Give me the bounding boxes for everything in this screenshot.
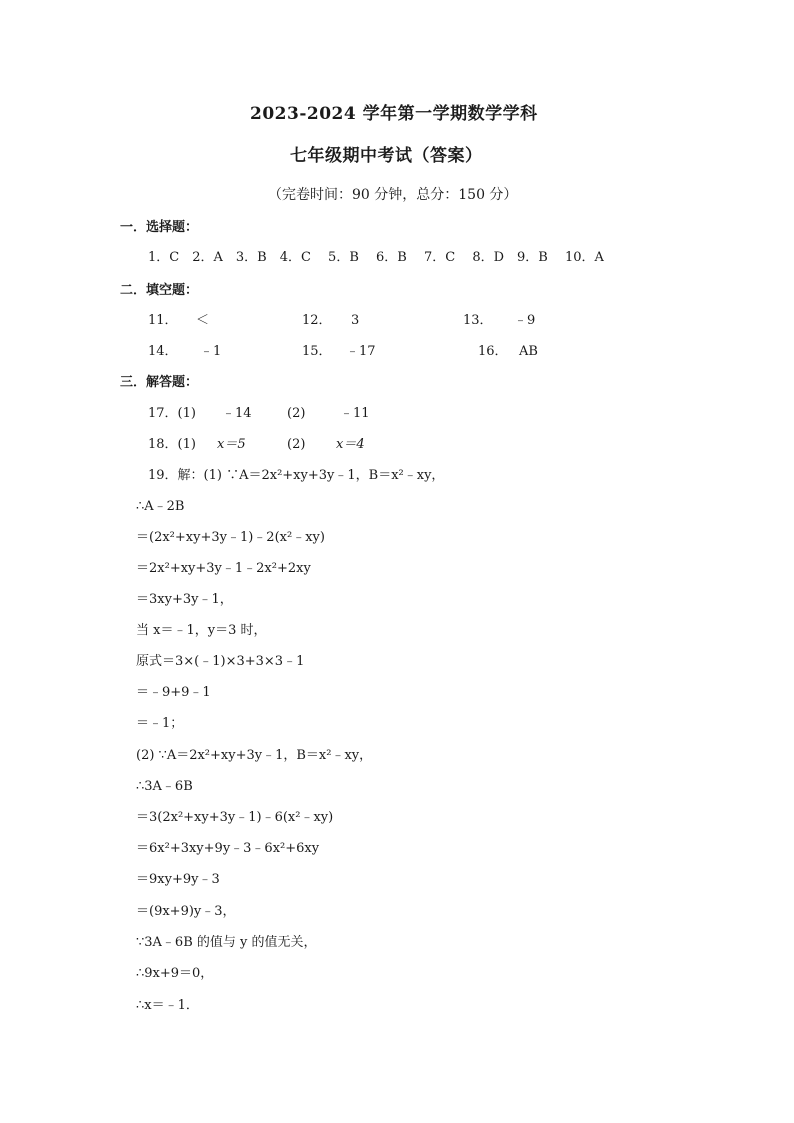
q19-line: ＝3xy+3y﹣1，	[136, 592, 233, 607]
q19-line: ＝2x²+xy+3y﹣1﹣2x²+2xy	[136, 561, 311, 576]
fill-num-11: 11．	[148, 313, 178, 328]
choice-answers: 1．C 2．A 3．B 4．C 5．B 6．B 7．C 8．D 9．B 10．A	[148, 250, 604, 265]
q19-line: 当 x＝﹣1，y＝3 时，	[136, 623, 267, 638]
section-heading-fill: 二．填空题：	[120, 283, 199, 298]
q19-line: (2) ∵A＝2x²+xy+3y﹣1，B＝x²﹣xy，	[136, 748, 373, 763]
fill-num-13: 13．	[463, 313, 493, 328]
fill-ans-13: ﹣9	[514, 313, 536, 328]
q19-line: ∴9x+9＝0，	[136, 966, 214, 981]
fill-ans-15: ﹣17	[346, 344, 376, 359]
section-heading-solve: 三．解答题：	[120, 375, 199, 390]
fill-num-12: 12．	[302, 313, 332, 328]
doc-subtitle: 七年级期中考试（答案）	[290, 146, 483, 166]
fill-num-16: 16．	[478, 344, 508, 359]
fill-ans-14: ﹣1	[200, 344, 222, 359]
fill-num-14: 14．	[148, 344, 178, 359]
q19-line: ＝(2x²+xy+3y﹣1)﹣2(x²﹣xy)	[136, 530, 325, 545]
q17-label-2: (2)	[287, 406, 306, 421]
q19-line: ＝﹣9+9﹣1	[136, 685, 211, 700]
q18-answer-1: x＝5	[217, 437, 246, 452]
q17-answer-1: ﹣14	[222, 406, 252, 421]
q19-line: ∵3A﹣6B 的值与 y 的值无关，	[136, 935, 317, 950]
q19-line: ∴A﹣2B	[136, 499, 185, 514]
q19-line: ∴x＝﹣1．	[136, 998, 199, 1013]
fill-num-15: 15．	[302, 344, 332, 359]
fill-ans-12: 3	[351, 313, 360, 328]
q19-line: 19．解：(1) ∵A＝2x²+xy+3y﹣1，B＝x²﹣xy，	[148, 468, 445, 483]
fill-ans-11: ＜	[196, 313, 210, 328]
q19-line: ∴3A﹣6B	[136, 779, 193, 794]
q18-label-2: (2)	[287, 437, 306, 452]
q18-label: 18．(1)	[148, 437, 196, 452]
q17-label: 17．(1)	[148, 406, 196, 421]
section-heading-choice: 一．选择题：	[120, 220, 199, 235]
q19-line: 原式＝3×(﹣1)×3+3×3﹣1	[136, 654, 305, 669]
q19-line: ＝﹣1；	[136, 716, 184, 731]
q17-answer-2: ﹣11	[340, 406, 370, 421]
q19-line: ＝6x²+3xy+9y﹣3﹣6x²+6xy	[136, 841, 320, 856]
q19-line: ＝3(2x²+xy+3y﹣1)﹣6(x²﹣xy)	[136, 810, 334, 825]
q19-line: ＝9xy+9y﹣3	[136, 872, 220, 887]
fill-ans-16: AB	[519, 344, 538, 359]
q19-line: ＝(9x+9)y﹣3，	[136, 904, 236, 919]
doc-title: 2023-2024 学年第一学期数学学科	[250, 104, 538, 124]
exam-info: （完卷时间：90 分钟，总分：150 分）	[268, 187, 518, 203]
q18-answer-2: x＝4	[336, 437, 365, 452]
